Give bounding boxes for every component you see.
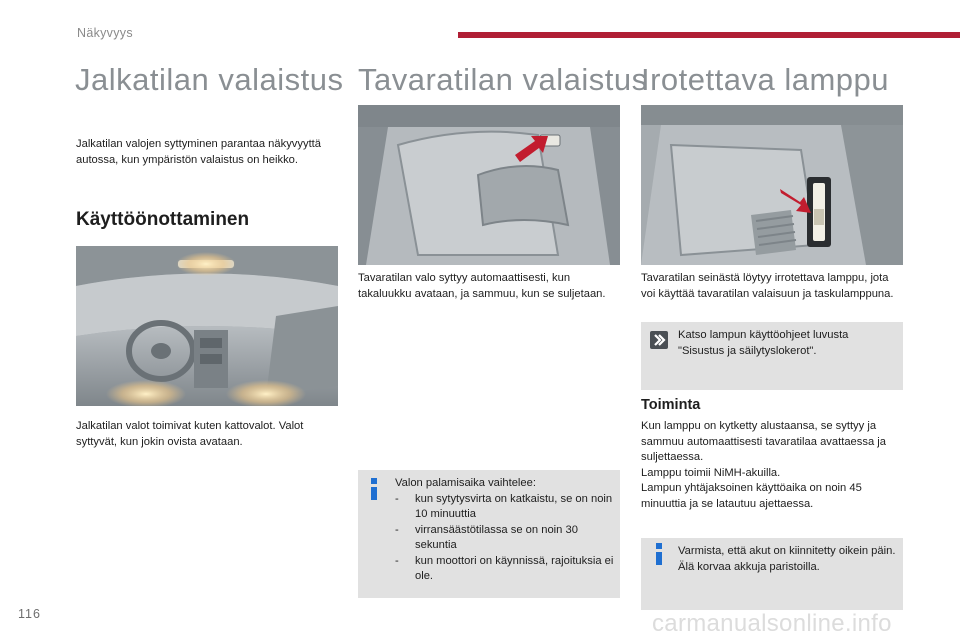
- lamp-illustration: [641, 105, 903, 265]
- lamp-caption: Tavaratilan seinästä löytyy irrotettava lamppu, jota voi käyttää tavaratilan valaisuun ja taskulamppuna.: [641, 272, 894, 300]
- footwell-illustration: [76, 246, 338, 406]
- footwell-intro: Jalkatilan valojen syttyminen parantaa näkyvyyttä autossa, kun ympäristön valaistus on heikko.: [76, 138, 322, 166]
- watermark: carmanualsonline.info: [652, 610, 892, 637]
- footwell-subheading: Käyttöönottaminen: [76, 209, 250, 230]
- section-label: Näkyvyys: [77, 26, 133, 40]
- list-item: - kun sytytysvirta on katkaistu, se on noin 10 minuuttia: [395, 492, 615, 523]
- footwell-caption: Jalkatilan valot toimivat kuten kattovalot. Valot syttyvät, kun jokin ovista avataan.: [76, 420, 304, 448]
- list-item: - virransäästötilassa se on noin 30 sekuntia: [395, 523, 615, 554]
- boot-note-list: [395, 492, 615, 585]
- lamp-title: Irotettava lamppu: [641, 62, 890, 97]
- book-reference-icon: [649, 330, 669, 350]
- boot-illustration: [358, 105, 620, 265]
- boot-title: Tavaratilan valaistus: [358, 62, 648, 97]
- list-item: - kun moottori on käynnissä, rajoituksia ei ole.: [395, 554, 615, 585]
- lamp-operation-text: [641, 419, 907, 512]
- lamp-reference-text: Katso lampun käyttöohjeet luvusta "Sisustus ja säilytyslokerot".: [678, 329, 849, 357]
- operation-line: Kun lamppu on kytketty alustaansa, se syttyy ja sammuu automaattisesti tavaratilaa avattaessa ja suljettaessa.: [641, 420, 887, 463]
- boot-info-note: [358, 470, 620, 598]
- lamp-warning-line: Varmista, että akut on kiinnitetty oikein päin.: [678, 545, 896, 557]
- lamp-info-note: [641, 538, 903, 610]
- lamp-warning-line: Älä korvaa akkuja paristoilla.: [678, 560, 820, 573]
- page-number: 116: [18, 607, 41, 621]
- operation-line: Lamppu toimii NiMH-akuilla.: [641, 466, 781, 479]
- info-icon: [653, 543, 667, 567]
- lamp-operation-subheading: Toiminta: [641, 397, 701, 413]
- info-icon: [368, 478, 382, 502]
- operation-line: Lampun yhtäjaksoinen käyttöaika on noin 45 minuuttia ja se latautuu ajettaessa.: [641, 482, 862, 510]
- footwell-title: Jalkatilan valaistus: [75, 62, 344, 97]
- boot-note-heading: Valon palamisaika vaihtelee:: [395, 477, 536, 489]
- header-accent-rule: [458, 32, 960, 38]
- boot-caption: Tavaratilan valo syttyy automaattisesti, kun takaluukku avataan, ja sammuu, kun se suljetaan.: [358, 272, 606, 300]
- lamp-reference-note: [641, 322, 903, 390]
